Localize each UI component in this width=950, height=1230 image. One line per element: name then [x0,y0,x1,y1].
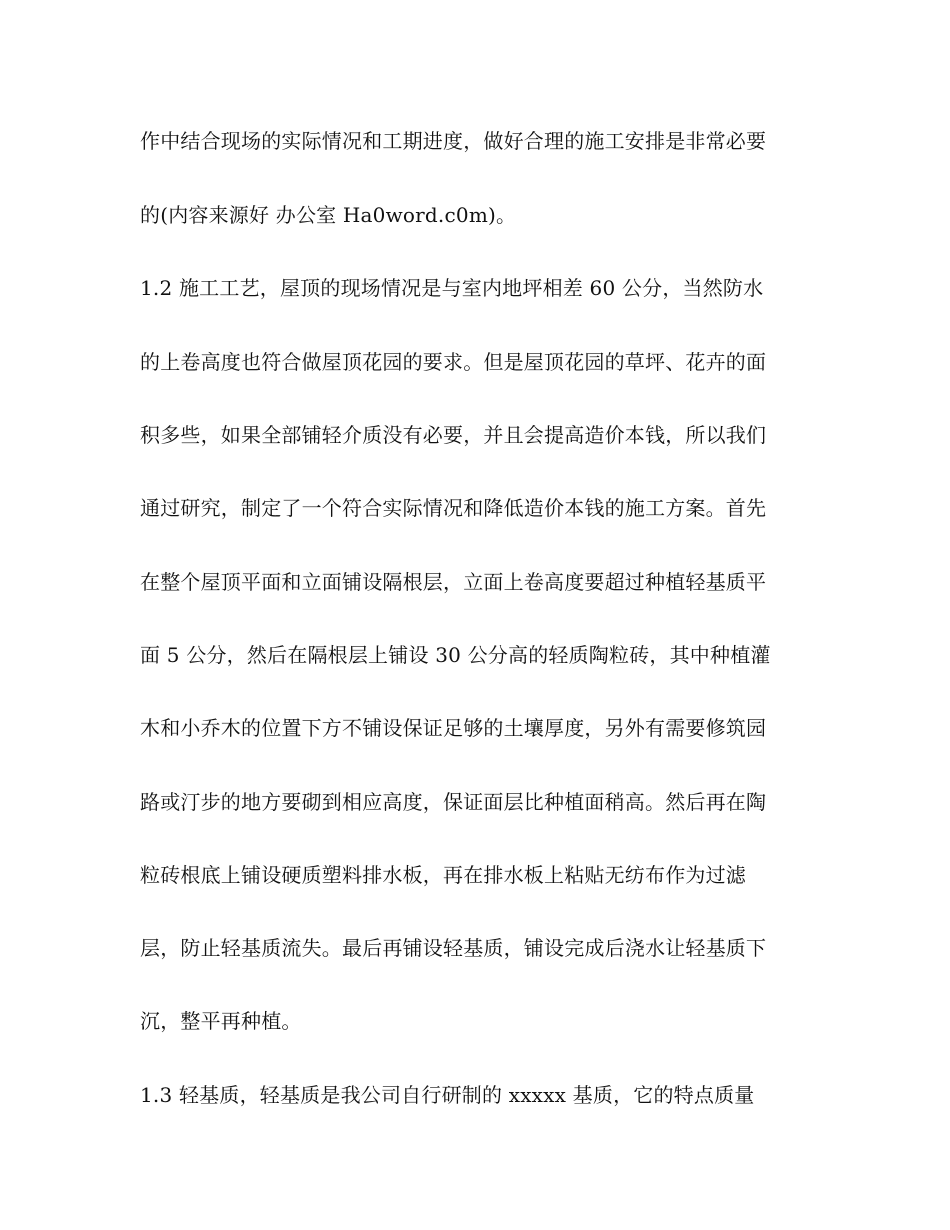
section-1-3-line: 1.3 轻基质，轻基质是我公司自行研制的 xxxxx 基质，它的特点质量 [140,1083,755,1107]
paragraph-line: 在整个屋顶平面和立面铺设隔根层，立面上卷高度要超过种植轻基质平 [140,570,767,594]
paragraph-line: 沉，整平再种植。 [140,1009,302,1033]
paragraph-line: 的上卷高度也符合做屋顶花园的要求。但是屋顶花园的草坪、花卉的面 [140,350,767,374]
paragraph-line: 作中结合现场的实际情况和工期进度，做好合理的施工安排是非常必要 [140,129,767,153]
paragraph-line: 通过研究，制定了一个符合实际情况和降低造价本钱的施工方案。首先 [140,496,767,520]
paragraph-line: 积多些，如果全部铺轻介质没有必要，并且会提高造价本钱，所以我们 [140,423,767,447]
paragraph-line: 木和小乔木的位置下方不铺设保证足够的土壤厚度，另外有需要修筑园 [140,716,767,740]
paragraph-line: 路或汀步的地方要砌到相应高度，保证面层比种植面稍高。然后再在陶 [140,790,767,814]
paragraph-line: 的(内容来源好 办公室 Ha0word.c0m)。 [140,203,517,227]
section-1-2-line: 1.2 施工工艺，屋顶的现场情况是与室内地坪相差 60 公分，当然防水 [140,276,764,300]
paragraph-line: 粒砖根底上铺设硬质塑料排水板，再在排水板上粘贴无纺布作为过滤 [140,863,746,887]
paragraph-line: 层，防止轻基质流失。最后再铺设轻基质，铺设完成后浇水让轻基质下 [140,936,767,960]
paragraph-line: 面 5 公分，然后在隔根层上铺设 30 公分高的轻质陶粒砖，其中种植灌 [140,643,771,667]
